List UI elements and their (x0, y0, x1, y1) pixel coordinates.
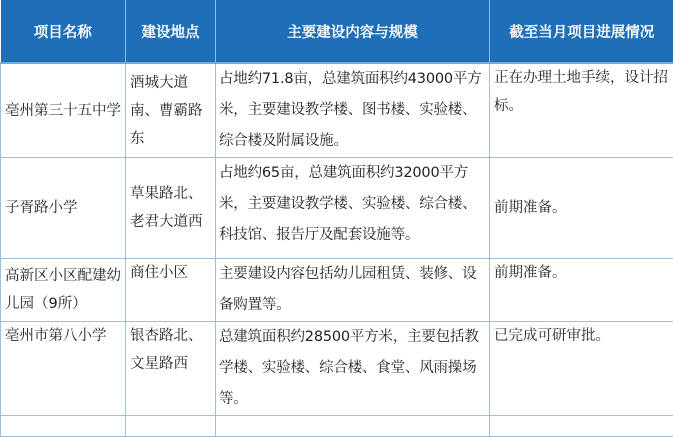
cell-empty (126, 416, 216, 437)
cell-project-name: 子胥路小学 (1, 158, 126, 259)
table-row (1, 259, 673, 322)
header-scope: 主要建设内容与规模 (216, 0, 490, 63)
cell-scope: 占地约71.8亩，总建筑面积约43000平方米，主要建设教学楼、图书楼、实验楼、综合楼及附属设施。 (216, 63, 490, 158)
table-row (1, 158, 673, 259)
table-header-row (1, 0, 673, 63)
header-location: 建设地点 (126, 0, 216, 63)
cell-progress: 已完成可研审批。 (490, 322, 673, 416)
table-row (1, 322, 673, 416)
cell-progress: 前期准备。 (490, 158, 673, 259)
header-progress: 截至当月项目进展情况 (490, 0, 673, 63)
cell-location: 草果路北、老君大道西 (126, 158, 216, 259)
cell-empty (216, 416, 490, 437)
header-project-name: 项目名称 (1, 0, 126, 63)
cell-project-name: 亳州第三十五中学 (1, 63, 126, 158)
cell-scope: 占地约65亩，总建筑面积约32000平方米，主要建设教学楼、实验楼、综合楼、科技馆、报告厅及配套设施等。 (216, 158, 490, 259)
cell-progress: 正在办理土地手续，设计招标。 (490, 63, 673, 158)
cell-empty (490, 416, 673, 437)
table-row-partial (1, 416, 673, 437)
table-row (1, 63, 673, 158)
cell-project-name: 高新区小区配建幼儿园（9所） (1, 259, 126, 322)
cell-location: 商住小区 (126, 259, 216, 322)
cell-scope: 总建筑面积约28500平方米，主要包括教学楼、实验楼、综合楼、食堂、风雨操场等。 (216, 322, 490, 416)
cell-location: 银杏路北、文星路西 (126, 322, 216, 416)
cell-project-name: 亳州市第八小学 (1, 322, 126, 416)
cell-progress: 前期准备。 (490, 259, 673, 322)
cell-scope: 主要建设内容包括幼儿园租赁、装修、设备购置等。 (216, 259, 490, 322)
cell-location: 酒城大道南、曹霸路东 (126, 63, 216, 158)
cell-empty (1, 416, 126, 437)
